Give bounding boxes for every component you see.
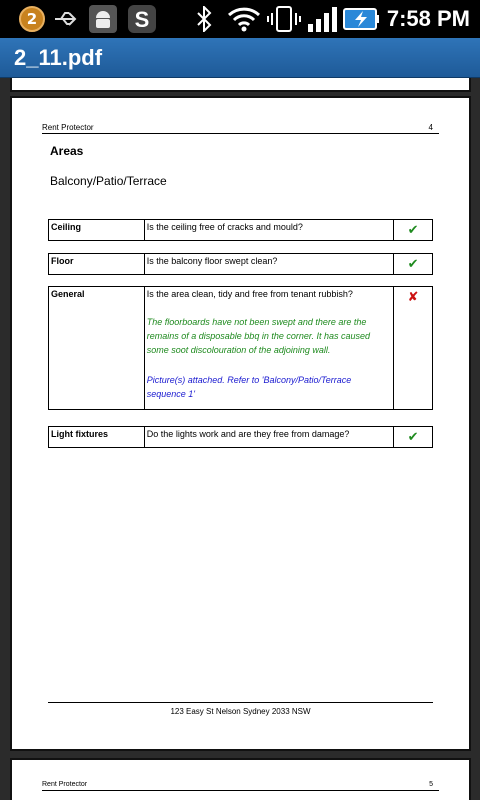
notification-count: 2 <box>26 10 38 28</box>
notification-badge[interactable] <box>18 4 46 34</box>
row-question: Is the ceiling free of cracks and mould? <box>144 220 393 241</box>
pdf-viewer[interactable] <box>0 78 480 800</box>
header-page-number: 4 <box>428 123 433 132</box>
row-question: Is the balcony floor swept clean? <box>144 254 393 275</box>
next-header-company: Rent Protector <box>42 781 88 788</box>
row-label: Floor <box>49 254 145 275</box>
header-company: Rent Protector <box>42 123 94 132</box>
inspection-note: The floorboards have not been swept and there are the remains of a disposable bbq in the corner. It has caused some soot discolouration of the adjoining wall. <box>146 317 371 355</box>
status-cell <box>394 427 433 448</box>
previous-page-edge <box>10 78 471 92</box>
row-question: Do the lights work and are they free from damage? <box>144 427 393 448</box>
section-title: Areas <box>50 144 84 158</box>
android-debug-icon <box>88 4 118 34</box>
row-question: Is the area clean, tidy and free from tenant rubbish? <box>146 289 353 299</box>
next-header-page-number: 5 <box>429 781 433 788</box>
bluetooth-icon <box>192 4 216 34</box>
checklist-row-light-fixtures <box>48 426 433 448</box>
clock: 7:58 PM <box>386 6 470 31</box>
footer-divider <box>48 702 433 703</box>
battery-charging-icon <box>342 4 380 34</box>
checklist-row-ceiling <box>48 219 433 241</box>
document-title: 2_11.pdf <box>14 45 103 70</box>
pdf-page[interactable] <box>10 96 471 751</box>
skype-icon <box>126 4 158 34</box>
status-bar <box>0 0 480 38</box>
usb-icon <box>52 4 82 34</box>
signal-icon <box>306 4 338 34</box>
subsection-title: Balcony/Patio/Terrace <box>50 174 167 188</box>
checklist-row-floor <box>48 253 433 275</box>
cross-icon: ✘ <box>407 290 419 305</box>
row-label: Ceiling <box>49 220 145 241</box>
check-icon: ✔ <box>407 257 419 272</box>
check-icon: ✔ <box>407 430 419 445</box>
footer-address: 123 Easy St Nelson Sydney 2033 NSW <box>170 707 311 716</box>
next-page-header <box>42 782 439 791</box>
row-label: Light fixtures <box>49 427 145 448</box>
page-header <box>42 124 439 134</box>
svg-text:S: S <box>134 7 150 32</box>
status-cell <box>394 287 433 410</box>
checklist-row-general <box>48 286 433 410</box>
row-question-cell <box>144 287 393 410</box>
status-cell <box>394 220 433 241</box>
next-pdf-page[interactable] <box>10 758 471 800</box>
status-cell <box>394 254 433 275</box>
attachment-note: Picture(s) attached. Refer to 'Balcony/Patio/Terrace sequence 1' <box>146 375 352 399</box>
title-bar <box>0 38 480 78</box>
row-label: General <box>49 287 145 410</box>
wifi-icon <box>226 4 262 34</box>
vibrate-icon <box>266 4 302 34</box>
check-icon: ✔ <box>407 223 419 238</box>
